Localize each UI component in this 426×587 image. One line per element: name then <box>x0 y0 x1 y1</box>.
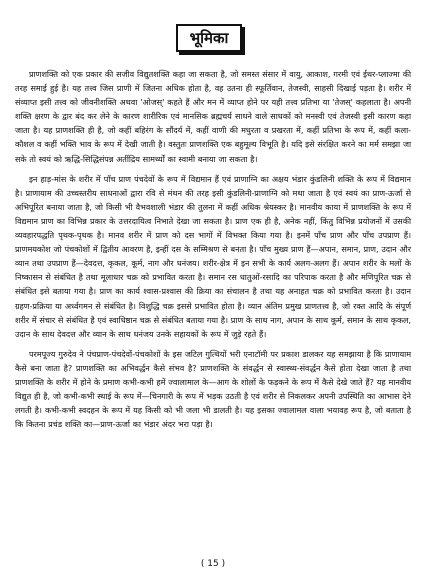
paragraph-2: इन हाड़-मांस के शरीर में पाँच प्राण पंचदेवों के रूप में विद्यमान हैं एवं प्राणाग्नि का अक्षय भंडार कुंडलिनी शक्ति के रूप में विद्यमान है। प्राणायाम की उच्चस्तरीय साधनाओं द्वारा रवि से मंथन की तरह इसी कुंडलिनी-प्राणाग्नि को मथा जाता है एवं स्वयं का प्राण-ऊर्जा से अभिपूरित बनाया जाता है, जो किसी भी वैभवशाली भंडार की तुलना में कहीं अधिक श्रेयस्कर है। मानवीय काया में प्राणशक्ति के रूप में विद्यमान प्राण का विभिन्न प्रकार के उत्तरदायित्व निभाते देखा जा सकता है। प्राण एक ही है, अनेक नहीं, किंतु विभिन्न प्रयोजनों में उसकी व्यवहारपद्धति पृथक-पृथक है। मानव शरीर में प्राण को दस भागों में विभक्त किया गया है। इनमें पाँच प्राण और पाँच उपप्राण हैं। प्राणमयकोश जो पंचकोशों में द्वितीय आवरण है, इन्हीं दस के सम्मिश्रण से बनता है। पाँच मुख्य प्राण हैं—अपान, समान, प्राण, उदान और व्यान तथा उपप्राण हैं—देवदत्त, कृकल, कूर्म, नाग और धनंजय। शरीर-क्षेत्र में इन सभी के कार्य अलग-अलग हैं। अपान शरीर के मलों के निष्कासन से संबंधित है तथा मूलाधार चक्र को प्रभावित करता है। समान रस धातुओं-रसादि का परिपाक करता है और मणिपूरित चक्र से संबंधित इसे बताया गया है। प्राण का कार्य श्वास-प्रश्वास की क्रिया का संचालन है तथा यह अनाहत चक्र को प्रभावित करता है। उदान ग्रहण-प्रक्रिया या अर्ध्वगमन से संबंधित है। विशुद्धि चक्र इससे प्रभावित होता है। व्यान अंतिम प्रमुख प्राणतत्त्व है, जो रक्त आदि के संपूर्ण शरीर में संचार से संबंधित है एवं स्वाधिष्ठान चक्र से संबंधित बताया गया है। प्राण के साथ नाग, अपान के साथ कूर्म, समान के साथ कृकल, उदान के साथ देवदत्त और व्यान के साथ धनंजय उनके सहायकों के रूप में जुड़े रहते हैं। <box>15 173 411 339</box>
paragraph-3: परमपूज्य गुरुदेव ने पंचप्राण-पंचदेवों-पंचकोशों के इस जटिल गुत्थियों भरी एनाटॉमी पर प्रकाश डालकर यह समझाया है कि प्राणायाम कैसे बना जाता है? प्राणशक्ति का अभिवर्द्धन कैसे संभव है? प्राणशक्ति के संवर्द्धन से स्वास्थ्य-संवर्द्धन कैसे होता देखा जाता है तथा प्राणशक्ति के शरीर में होने के प्रमाण कभी-कभी हमें ज्वालामाल के—आग के शोलों के फड़कने के रूप में कैसे देखे जाते हैं? यह मानवीय विद्युत ही है, जो कभी-कभी स्थाई के रूप में—चिनगारी के रूप में भड़क उठती है एवं शरीर से निकलकर अपनी उपस्थिति का आभास देने लगती है। कभी-कभी स्वदहन के रूप में यह किसी को भी जला भी डालती है। यह इसका ज्वालामल वाला भयावह रूप है, जो बताता है कि कितना प्रचंड शक्ति का—प्राण-ऊर्जा का भंडार अंदर भरा पड़ा है। <box>15 348 411 430</box>
page-title: भूमिका <box>189 28 229 47</box>
title-frame <box>176 24 242 52</box>
title-box <box>176 24 244 54</box>
page-number: ( 15 ) <box>200 559 226 569</box>
body-text <box>15 67 411 437</box>
paragraph-1: प्राणशक्ति को एक प्रकार की सजीव विद्युतशक्ति कहा जा सकता है, जो समस्त संसार में वायु, आकाश, गरमी एवं ईथर-प्लाज्मा की तरह समाई हुई है। यह तत्त्व जिस प्राणी में जितना अधिक होता है, वह उतना ही स्फूर्तिवान, तेजस्वी, साहसी दिखाई पड़ता है। शरीर में संव्याप्त इसी तत्त्व को जीवनीशक्ति अथवा 'ओजस्' कहते हैं और मन में व्याप्त होने पर यही तत्त्व प्रतिभा या 'तेजस्' कहलाता है। अपनी शक्ति क्षरण के द्वार बंद कर लेने के कारण शारीरिक एवं मानसिक ब्रह्मचर्य साधने वाले साधकों को मनस्वी एवं तेजस्वी इसी कारण कहा जाता है। यह प्राणशक्ति ही है, जो कहीं बहिरंग के सौंदर्य में, कहीं वाणी की मधुरता व प्रखरता में, कहीं प्रतिभा के रूप में, कहीं कला-कौशल व कहीं भक्ति भाव के रूप में देखी जाती है। वस्तुतः प्राणशक्ति एक बहुमूल्य विभूति है। यदि इसे संरक्षित करने का मर्म समझा जा सके तो स्वयं को ऋद्धि-सिद्धिसंपन्न अतींद्रिय सामर्थ्यों का स्वामी बनाया जा सकता है। <box>15 69 411 164</box>
